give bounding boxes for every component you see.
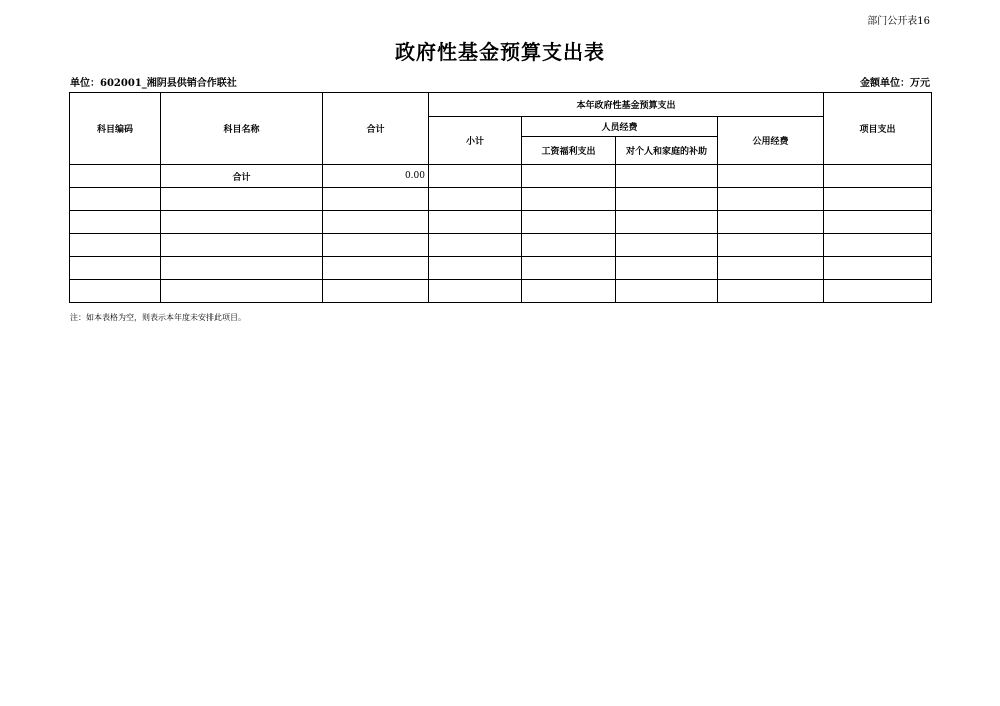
table-cell xyxy=(616,188,718,211)
amount-unit-label: 金额单位：万元 xyxy=(860,78,930,89)
table-body xyxy=(70,165,932,303)
table-cell: 合计 xyxy=(161,165,323,188)
table-cell xyxy=(70,211,161,234)
header-total: 合计 xyxy=(323,93,429,165)
table-cell xyxy=(824,211,932,234)
table-cell xyxy=(718,188,824,211)
table-cell xyxy=(429,211,522,234)
table-cell xyxy=(522,188,616,211)
table-row xyxy=(70,234,932,257)
table-cell xyxy=(616,257,718,280)
table-cell xyxy=(429,165,522,188)
table-cell xyxy=(323,280,429,303)
table-cell xyxy=(70,188,161,211)
footnote: 注：如本表格为空，则表示本年度未安排此项目。 xyxy=(70,313,246,322)
table-cell xyxy=(70,257,161,280)
table-cell xyxy=(70,234,161,257)
header-subject-code: 科目编码 xyxy=(70,93,161,165)
header-individual-subsidy: 对个人和家庭的补助 xyxy=(616,137,718,165)
table-cell xyxy=(70,280,161,303)
table-cell xyxy=(522,234,616,257)
table-cell xyxy=(161,280,323,303)
table-cell xyxy=(323,188,429,211)
table-cell xyxy=(522,211,616,234)
table-cell xyxy=(824,188,932,211)
header-subtotal: 小计 xyxy=(429,117,522,165)
table-cell xyxy=(718,280,824,303)
table-cell xyxy=(616,211,718,234)
table-cell xyxy=(718,165,824,188)
table-cell xyxy=(522,165,616,188)
header-project: 项目支出 xyxy=(824,93,932,165)
header-personnel: 人员经费 xyxy=(522,117,718,137)
table-cell xyxy=(522,257,616,280)
budget-table xyxy=(69,92,932,303)
table-cell: 0.00 xyxy=(323,165,429,188)
table-cell xyxy=(161,188,323,211)
table-cell xyxy=(429,280,522,303)
document-code: 部门公开表16 xyxy=(867,16,930,27)
table-cell xyxy=(616,165,718,188)
table-row xyxy=(70,165,932,188)
header-public: 公用经费 xyxy=(718,117,824,165)
table-row xyxy=(70,280,932,303)
page-title: 政府性基金预算支出表 xyxy=(395,40,605,64)
table-cell xyxy=(824,234,932,257)
table-cell xyxy=(429,257,522,280)
table-cell xyxy=(323,257,429,280)
header-wages: 工资福利支出 xyxy=(522,137,616,165)
table-cell xyxy=(718,257,824,280)
table-cell xyxy=(718,234,824,257)
unit-label: 单位：602001_湘阴县供销合作联社 xyxy=(70,78,237,89)
table-cell xyxy=(323,211,429,234)
table-cell xyxy=(824,165,932,188)
table-cell xyxy=(161,257,323,280)
table-cell xyxy=(718,211,824,234)
table-cell xyxy=(323,234,429,257)
table-row xyxy=(70,188,932,211)
table-row xyxy=(70,211,932,234)
table-cell xyxy=(161,211,323,234)
header-current-year: 本年政府性基金预算支出 xyxy=(429,93,824,117)
table-cell xyxy=(824,280,932,303)
table-cell xyxy=(429,234,522,257)
table-cell xyxy=(824,257,932,280)
table-row xyxy=(70,257,932,280)
table-cell xyxy=(429,188,522,211)
header-subject-name: 科目名称 xyxy=(161,93,323,165)
table-cell xyxy=(161,234,323,257)
table-cell xyxy=(522,280,616,303)
table-cell xyxy=(616,280,718,303)
table-cell xyxy=(616,234,718,257)
table-cell xyxy=(70,165,161,188)
